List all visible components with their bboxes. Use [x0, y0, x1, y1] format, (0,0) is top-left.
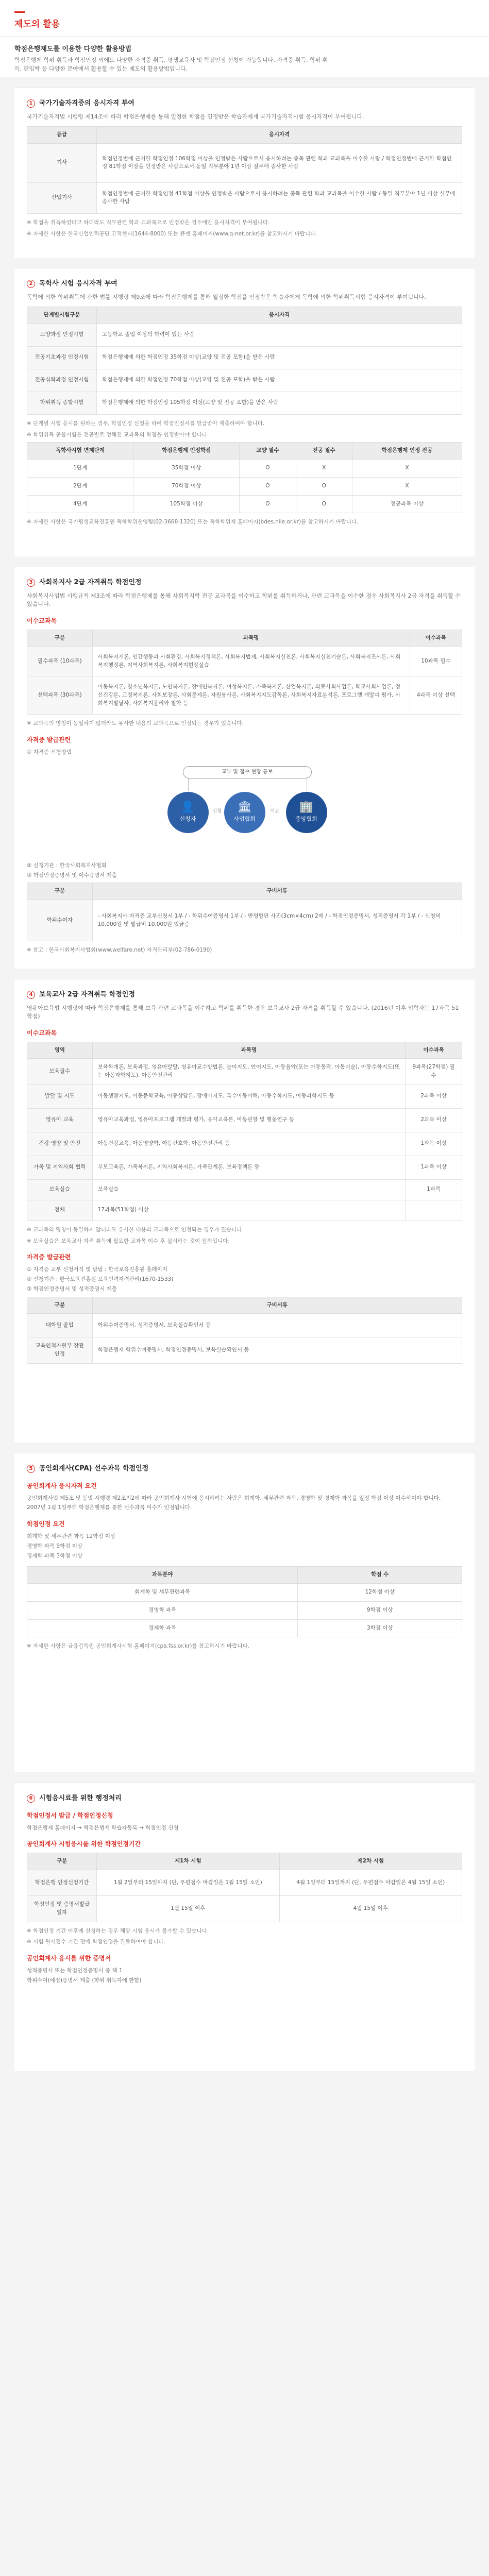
table-header: 구비서류 — [92, 1297, 462, 1314]
table-header: 등급 — [27, 127, 97, 144]
area-cell: 가족 및 지역사회 협력 — [27, 1156, 93, 1179]
kind-cell: 학위수여자 — [27, 900, 93, 941]
section-number-icon: 5 — [27, 1465, 35, 1473]
node-applicant — [167, 792, 209, 833]
requirement-cell: 학점인정법에 근거한 학점인정 106학점 이상을 인정받은 사람으로서 응시하려는 종목 관련 학과 교과목을 이수한 사람 / 학점인정법에 근거한 학점인정 81학점 이상을 인정받은 사람으로서 동일 직무분야 1년 이상 실무에 종사한 사람 — [97, 143, 462, 182]
sub-title: 이수교과목 — [27, 617, 57, 624]
count-cell: 1과목 이상 — [406, 1132, 462, 1156]
table-row — [27, 1337, 462, 1364]
note: ※ 교과목의 명칭이 동일하지 않더라도 유사한 내용의 교과목으로 인정되는 경우가 있습니다. — [27, 1226, 244, 1233]
req-item: 공인회계사법 제5조 및 동법 시행령 제2조의2에 따라 공인회계사 시험에 응시하려는 사람은 회계학, 세무관련 과목, 경영학 및 경제학 과목을 일정 학점 이상 이수하여야 합니다. — [27, 1495, 441, 1501]
table-header: 학점은행제 인정학점 — [133, 443, 240, 460]
table-header: 구분 — [27, 1853, 97, 1870]
note: ※ 교과목의 명칭이 동일하지 않더라도 유사한 내용의 교과목으로 인정되는 경우가 있습니다. — [27, 720, 244, 727]
requirement-cell: 학점은행제에 의한 학점인정 70학점 이상(교양 및 전공 포함)을 받은 사람 — [97, 369, 462, 392]
arrow-label: 신청 — [212, 808, 222, 814]
section-title — [27, 279, 462, 289]
subjects-cell: 사회복지개론, 인간행동과 사회환경, 사회복지정책론, 사회복지법제, 사회복지실천론, 사회복지실천기술론, 사회복지조사론, 사회복지행정론, 지역사회복지론, 사회복지현장실습 — [92, 647, 410, 676]
subjects-cell: 17과목(51학점) 이상 — [92, 1200, 406, 1221]
table-row — [27, 495, 462, 513]
table-header: 학점은행제 인정 전공 — [352, 443, 462, 460]
section-cpa — [14, 1453, 475, 1772]
table-header: 단계별시험구분 — [27, 307, 97, 324]
table-row — [27, 1601, 462, 1619]
area-cell: 보육필수 — [27, 1059, 93, 1085]
note: ※ 시험 원서접수 기간 전에 학점인정을 완료하여야 합니다. — [27, 1939, 165, 1945]
note: ※ 자세한 사항은 한국산업인력공단 고객센터(1644-8000) 또는 큐넷 홈페이지(www.q-net.or.kr)를 참고하시기 바랍니다. — [27, 230, 317, 237]
table-header: 구비서류 — [92, 883, 462, 900]
subject-table — [27, 630, 462, 715]
table-row — [27, 1870, 462, 1896]
proof-item: 학위수여(예정)증명서 제출 (학위 취득자에 한함) — [27, 1977, 142, 1984]
table-cell: X — [352, 460, 462, 478]
table-row — [27, 460, 462, 478]
sub-title: 공인회계사 응시자격 요건 — [27, 1482, 97, 1489]
credit-cell: 12학점 이상 — [298, 1584, 462, 1602]
node-label: 사업협회 — [233, 815, 256, 822]
kind-cell: 학점인정 및 증명서발급일자 — [27, 1896, 97, 1922]
proc-note: ② 신청기관 : 한국사회복지사협회 — [27, 862, 107, 869]
section-number-icon: 2 — [27, 280, 35, 288]
sub-title: 학점인정 요건 — [27, 1520, 65, 1528]
table-header: 구분 — [27, 1297, 93, 1314]
subjects-cell: 보육실습 — [92, 1179, 406, 1200]
kind-cell: 교육인적자원부 장관 인정 — [27, 1337, 93, 1364]
table-header: 교양 필수 — [240, 443, 296, 460]
table-header: 이수과목 — [406, 1042, 462, 1059]
section-self-study-degree — [14, 268, 475, 556]
section-number-icon: 3 — [27, 579, 35, 587]
requirement-cell: 학점은행제에 의한 학점인정 105학점 이상(교양 및 전공 포함)을 받은 사람 — [97, 392, 462, 414]
proc-note: ③ 학점인정증명서 및 이수증명서 제출 — [27, 872, 117, 878]
license-table — [27, 126, 462, 214]
field-cell: 회계학 및 세무관련과목 — [27, 1584, 298, 1602]
count-cell: 9과목(27학점) 필수 — [406, 1059, 462, 1085]
title-accent-bar — [14, 11, 25, 13]
proc-item: ② 신청기관 : 한국보육진흥원 보육인력자격관리(1670-1533) — [27, 1276, 174, 1282]
table-cell: 70학점 이상 — [133, 477, 240, 495]
section-desc: 독학에 의한 학위취득에 관한 법률 시행령 제9조에 따라 학점은행제를 통해 일정한 학점을 인정받은 학습자에게 독학에 의한 학위취득시험 응시자격이 부여됩니다. — [27, 293, 426, 300]
sub-title: 공인회계사 응시를 위한 증명서 — [27, 1955, 111, 1962]
grade-cell: 기사 — [27, 143, 97, 182]
section-childcare-teacher — [14, 979, 475, 1443]
stage-table — [27, 307, 462, 415]
section-national-technical-license — [14, 88, 475, 258]
flow-text: 학점은행제 홈페이지 → 학점은행제 학습자등록 → 학점인정 신청 — [27, 1824, 179, 1831]
section-desc: 사회복지사업법 시행규칙 제3조에 따라 학점은행제를 통해 사회복지학 전공 교과목을 이수하고 학위를 취득하거나, 관련 교과목을 이수한 경우 사회복지사 2급 자격을 취득할 수 있습니다. — [27, 592, 461, 607]
note: ※ 참고 : 한국사회복지사협회(www.welfare.net) 자격관리부(02-786-0190) — [27, 947, 212, 953]
table-cell: X — [296, 460, 352, 478]
node-central-assoc — [286, 792, 327, 833]
note: ※ 학위취득 종합시험은 전공별로 정해진 교과목의 학점을 인정받아야 합니다. — [27, 431, 209, 438]
connector-line — [188, 778, 189, 791]
area-cell: 영유아 교육 — [27, 1108, 93, 1132]
table-row — [27, 900, 462, 941]
docs-cell: 학점은행제 학위수여증명서, 학점인정증명서, 보육실습확인서 등 — [92, 1337, 462, 1364]
table-row — [27, 1619, 462, 1637]
section-title-text: 보육교사 2급 자격취득 학점인정 — [39, 991, 135, 998]
office-icon: 🏢 — [299, 800, 314, 814]
subjects-cell: 아동건강교육, 아동영양학, 아동간호학, 아동안전관리 등 — [92, 1132, 406, 1156]
sub-title: 자격증 발급관련 — [27, 1253, 71, 1261]
kind-cell: 대학원 졸업 — [27, 1314, 93, 1337]
subjects-cell: 아동생활지도, 아동문학교육, 아동상담론, 장애아지도, 특수아동이해, 아동수학지도, 아동과학지도 등 — [92, 1084, 406, 1108]
sub-title: 학점인정서 발급 / 학점인정신청 — [27, 1811, 113, 1819]
table-header: 제2차 시험 — [279, 1853, 462, 1870]
credit-item: 경제학 과목 3학점 이상 — [27, 1552, 82, 1559]
section-title — [27, 578, 462, 588]
table-header: 영역 — [27, 1042, 93, 1059]
section-number-icon: 1 — [27, 99, 35, 108]
requirement-cell: 학점인정법에 근거한 학점인정 41학점 이상을 인정받은 사람으로서 응시하려는 종목 관련 학과 교과목을 이수한 사람 / 동일 직무분야 1년 이상 실무에 종사한 사람 — [97, 182, 462, 213]
kind-cell: 필수과목 (10과목) — [27, 647, 93, 676]
count-cell: 2과목 이상 — [406, 1084, 462, 1108]
table-cell: 4단계 — [27, 495, 133, 513]
table-header: 응시자격 — [97, 127, 462, 144]
table-row — [27, 143, 462, 182]
note: ※ 자세한 사항은 국가평생교육진흥원 독학학위운영팀(02-3668-1320) 또는 독학학위제 홈페이지(bdes.nile.or.kr)를 참고하시기 바랍니다. — [27, 519, 359, 526]
credit-item: 회계학 및 세무관련 과목 12학점 이상 — [27, 1533, 116, 1539]
table-row — [27, 647, 462, 676]
table-row — [27, 346, 462, 369]
proof-item: 성적증명서 또는 학점인정증명서 중 택 1 — [27, 1968, 123, 1974]
table-header: 구분 — [27, 883, 93, 900]
sub-title: 자격증 발급관련 — [27, 736, 71, 743]
field-cell: 경영학 과목 — [27, 1601, 298, 1619]
diagram-hub: 교부 및 접수 현황 통보 — [183, 766, 312, 778]
node-business-assoc — [224, 792, 265, 833]
section-title — [27, 990, 462, 1000]
count-cell: 1과목 이상 — [406, 1156, 462, 1179]
table-row — [27, 369, 462, 392]
table-cell: O — [240, 460, 296, 478]
stage-cell: 전공기초과정 인정시험 — [27, 346, 97, 369]
area-cell: 보육실습 — [27, 1179, 93, 1200]
table-cell: 35학점 이상 — [133, 460, 240, 478]
table-cell: 105학점 이상 — [133, 495, 240, 513]
table-row — [27, 182, 462, 213]
arrow-label: 이관 — [270, 808, 279, 814]
stage-cell: 전공심화과정 인정시험 — [27, 369, 97, 392]
docs-cell: - 사회복지사 자격증 교부신청서 1부 / - 학위수여증명서 1부 / - 반명함판 사진(3cm×4cm) 2매 / - 학점인정증명서, 성적증명서 각 1부 / - 신청비 10,000원 및 발급비 10,000원 입금증 — [92, 900, 462, 941]
table-row — [27, 1059, 462, 1085]
table-row — [27, 392, 462, 414]
req-item: 2007년 1월 1일부터 학점은행제를 통한 선수과목 이수가 인정됩니다. — [27, 1504, 192, 1511]
section-social-worker — [14, 567, 475, 969]
table-header: 전공 필수 — [296, 443, 352, 460]
note: ※ 학점을 취득하였다고 하더라도 직무관련 학과 교과목으로 인정받은 경우에만 응시자격이 부여됩니다. — [27, 219, 270, 226]
table-row — [27, 1896, 462, 1922]
area-cell: 건강·영양 및 안전 — [27, 1132, 93, 1156]
credit-cell: 9학점 이상 — [298, 1601, 462, 1619]
document-table — [27, 1297, 462, 1364]
count-cell: 2과목 이상 — [406, 1108, 462, 1132]
table-header: 제1차 시험 — [97, 1853, 279, 1870]
stage-cell: 교양과정 인정시험 — [27, 324, 97, 346]
docs-cell: 학위수여증명서, 성적증명서, 보육실습확인서 등 — [92, 1314, 462, 1337]
section-desc: 영유아보육법 시행령에 따라 학점은행제를 통해 보육 관련 교과목을 이수하고 학위를 취득한 경우 보육교사 2급 자격을 취득할 수 있습니다. (2016년 이후 입학자는 17과목 51학점) — [27, 1004, 459, 1020]
table-cell: 전공과목 이상 — [352, 495, 462, 513]
credit-table — [27, 1566, 462, 1637]
table-header: 이수과목 — [410, 630, 462, 647]
proc-item: ③ 학점인정증명서 및 성적증명서 제출 — [27, 1285, 117, 1292]
subjects-cell: 부모교육론, 가족복지론, 지역사회복지론, 가족관계론, 보육정책론 등 — [92, 1156, 406, 1179]
section-desc: 국가기술자격법 시행령 제14조에 따라 학점은행제를 통해 일정한 학점을 인정받은 학습자에게 국가기술자격시험 응시자격이 부여됩니다. — [27, 113, 364, 120]
intro-text: 학점은행제 학위 취득과 학점인정 외에도 다양한 자격증 취득, 평생교육사 및 학점인정 신청이 가능합니다. 자격증 취득, 학위 취득, 편입학 등 다양한 분야에서 활용할 수 있는 제도의 활용방법입니다. — [14, 57, 328, 72]
table-cell: O — [240, 477, 296, 495]
count-cell: 4과목 이상 선택 — [410, 676, 462, 715]
period-table — [27, 1853, 462, 1922]
field-cell: 경제학 과목 — [27, 1619, 298, 1637]
table-header: 응시자격 — [97, 307, 462, 324]
table-row — [27, 1584, 462, 1602]
section-title-text: 독학사 시험 응시자격 부여 — [39, 280, 117, 287]
area-cell: 발달 및 지도 — [27, 1084, 93, 1108]
table-row — [27, 1108, 462, 1132]
note: ※ 학점인정 기간 이후에 신청하는 경우 해당 시험 응시가 불가할 수 있습니다. — [27, 1927, 209, 1934]
table-row — [27, 1132, 462, 1156]
subjects-cell: 아동복지론, 청소년복지론, 노인복지론, 장애인복지론, 여성복지론, 가족복지론, 산업복지론, 의료사회사업론, 학교사회사업론, 정신건강론, 교정복지론, 사회보장론, 사회문제론, 자원봉사론, 사회복지지도감독론, 사회복지자료분석론, 프로그램 개발과 평가, 사회복지발달사, 사회복지윤리와 철학 등 — [92, 676, 410, 715]
area-table — [27, 1042, 462, 1221]
node-label: 중앙협회 — [295, 815, 317, 822]
exempt-table — [27, 442, 462, 513]
requirement-cell: 고등학교 졸업 이상의 학력이 있는 사람 — [97, 324, 462, 346]
person-icon: 👤 — [180, 800, 195, 814]
section-title-text: 공인회계사(CPA) 선수과목 학점인정 — [39, 1465, 149, 1472]
table-header: 학점 수 — [298, 1567, 462, 1584]
table-header: 과목분야 — [27, 1567, 298, 1584]
credit-cell: 3학점 이상 — [298, 1619, 462, 1637]
table-cell: O — [240, 495, 296, 513]
requirement-cell: 학점은행제에 의한 학점인정 35학점 이상(교양 및 전공 포함)을 받은 사람 — [97, 346, 462, 369]
table-cell: 1월 2일부터 15일까지 (단, 우편접수 마감일은 1월 15일 소인) — [97, 1870, 279, 1896]
table-row — [27, 1314, 462, 1337]
table-row — [27, 1084, 462, 1108]
kind-cell: 학점은행 인정신청기간 — [27, 1870, 97, 1896]
sub-title: 이수교과목 — [27, 1029, 57, 1037]
table-row — [27, 1156, 462, 1179]
table-header: 과목명 — [92, 1042, 406, 1059]
grade-cell: 산업기사 — [27, 182, 97, 213]
header — [0, 0, 489, 77]
section-admin — [14, 1783, 475, 2071]
table-row — [27, 324, 462, 346]
table-cell: 1월 15일 이후 — [97, 1896, 279, 1922]
count-cell — [406, 1200, 462, 1221]
section-number-icon: 6 — [27, 1794, 35, 1803]
area-cell: 전체 — [27, 1200, 93, 1221]
section-number-icon: 4 — [27, 991, 35, 999]
sub-title: 공인회계사 시험응시를 위한 학점인정기간 — [27, 1840, 141, 1848]
count-cell: 1과목 — [406, 1179, 462, 1200]
table-row — [27, 1200, 462, 1221]
section-title-text: 시험응시료를 위한 행정처리 — [39, 1794, 122, 1802]
table-cell: 1단계 — [27, 460, 133, 478]
table-row — [27, 477, 462, 495]
subjects-cell: 영유아교육과정, 영유아프로그램 개발과 평가, 유아교육론, 아동관찰 및 행동연구 등 — [92, 1108, 406, 1132]
table-cell: 2단계 — [27, 477, 133, 495]
table-row — [27, 676, 462, 715]
count-cell: 10과목 필수 — [410, 647, 462, 676]
note: ※ 자세한 사항은 금융감독원 공인회계사시험 홈페이지(cpa.fss.or.kr)를 참고하시기 바랍니다. — [27, 1643, 249, 1650]
proc-item: ① 자격증 교부 신청서식 및 방법 : 한국보육진흥원 홈페이지 — [27, 1266, 167, 1273]
table-cell: O — [296, 495, 352, 513]
table-header: 과목명 — [92, 630, 410, 647]
page-title: 제도의 활용 — [14, 19, 60, 29]
section-title-text: 국가기술자격증의 응시자격 부여 — [39, 99, 134, 107]
node-label: 신청자 — [179, 815, 196, 822]
section-title — [27, 98, 462, 109]
proc-label: ① 자격증 신청방법 — [27, 749, 72, 755]
table-cell: O — [296, 477, 352, 495]
table-row — [27, 1179, 462, 1200]
table-cell: 4월 15일 이후 — [279, 1896, 462, 1922]
building-icon: 🏛 — [237, 800, 252, 814]
table-cell: X — [352, 477, 462, 495]
table-header: 독학사시험 면제단계 — [27, 443, 133, 460]
process-diagram — [137, 761, 353, 859]
kind-cell: 선택과목 (30과목) — [27, 676, 93, 715]
document-table — [27, 883, 462, 941]
credit-item: 경영학 과목 9학점 이상 — [27, 1543, 82, 1549]
table-header: 구분 — [27, 630, 93, 647]
table-cell: 4월 1일부터 15일까지 (단, 우편접수 마감일은 4월 15일 소인) — [279, 1870, 462, 1896]
note: ※ 단계별 시험 응시를 원하는 경우, 학점인정 신청을 하여 학점인정서를 발급받아 제출하여야 합니다. — [27, 420, 265, 427]
intro-title: 학점은행제도를 이용한 다양한 활용방법 — [14, 45, 132, 53]
section-title — [27, 1793, 462, 1804]
note: ※ 보육실습은 보육교사 자격 취득에 필요한 교과목 이수 후 실시하는 것이 원칙입니다. — [27, 1238, 230, 1244]
section-title — [27, 1464, 462, 1474]
stage-cell: 학위취득 종합시험 — [27, 392, 97, 414]
section-title-text: 사회복지사 2급 자격취득 학점인정 — [39, 579, 142, 586]
subjects-cell: 보육학개론, 보육과정, 영유아발달, 영유아교수방법론, 놀이지도, 언어지도, 아동음악(또는 아동동작, 아동미술), 아동수학지도(또는 아동과학지도), 아동안전관리 — [92, 1059, 406, 1085]
